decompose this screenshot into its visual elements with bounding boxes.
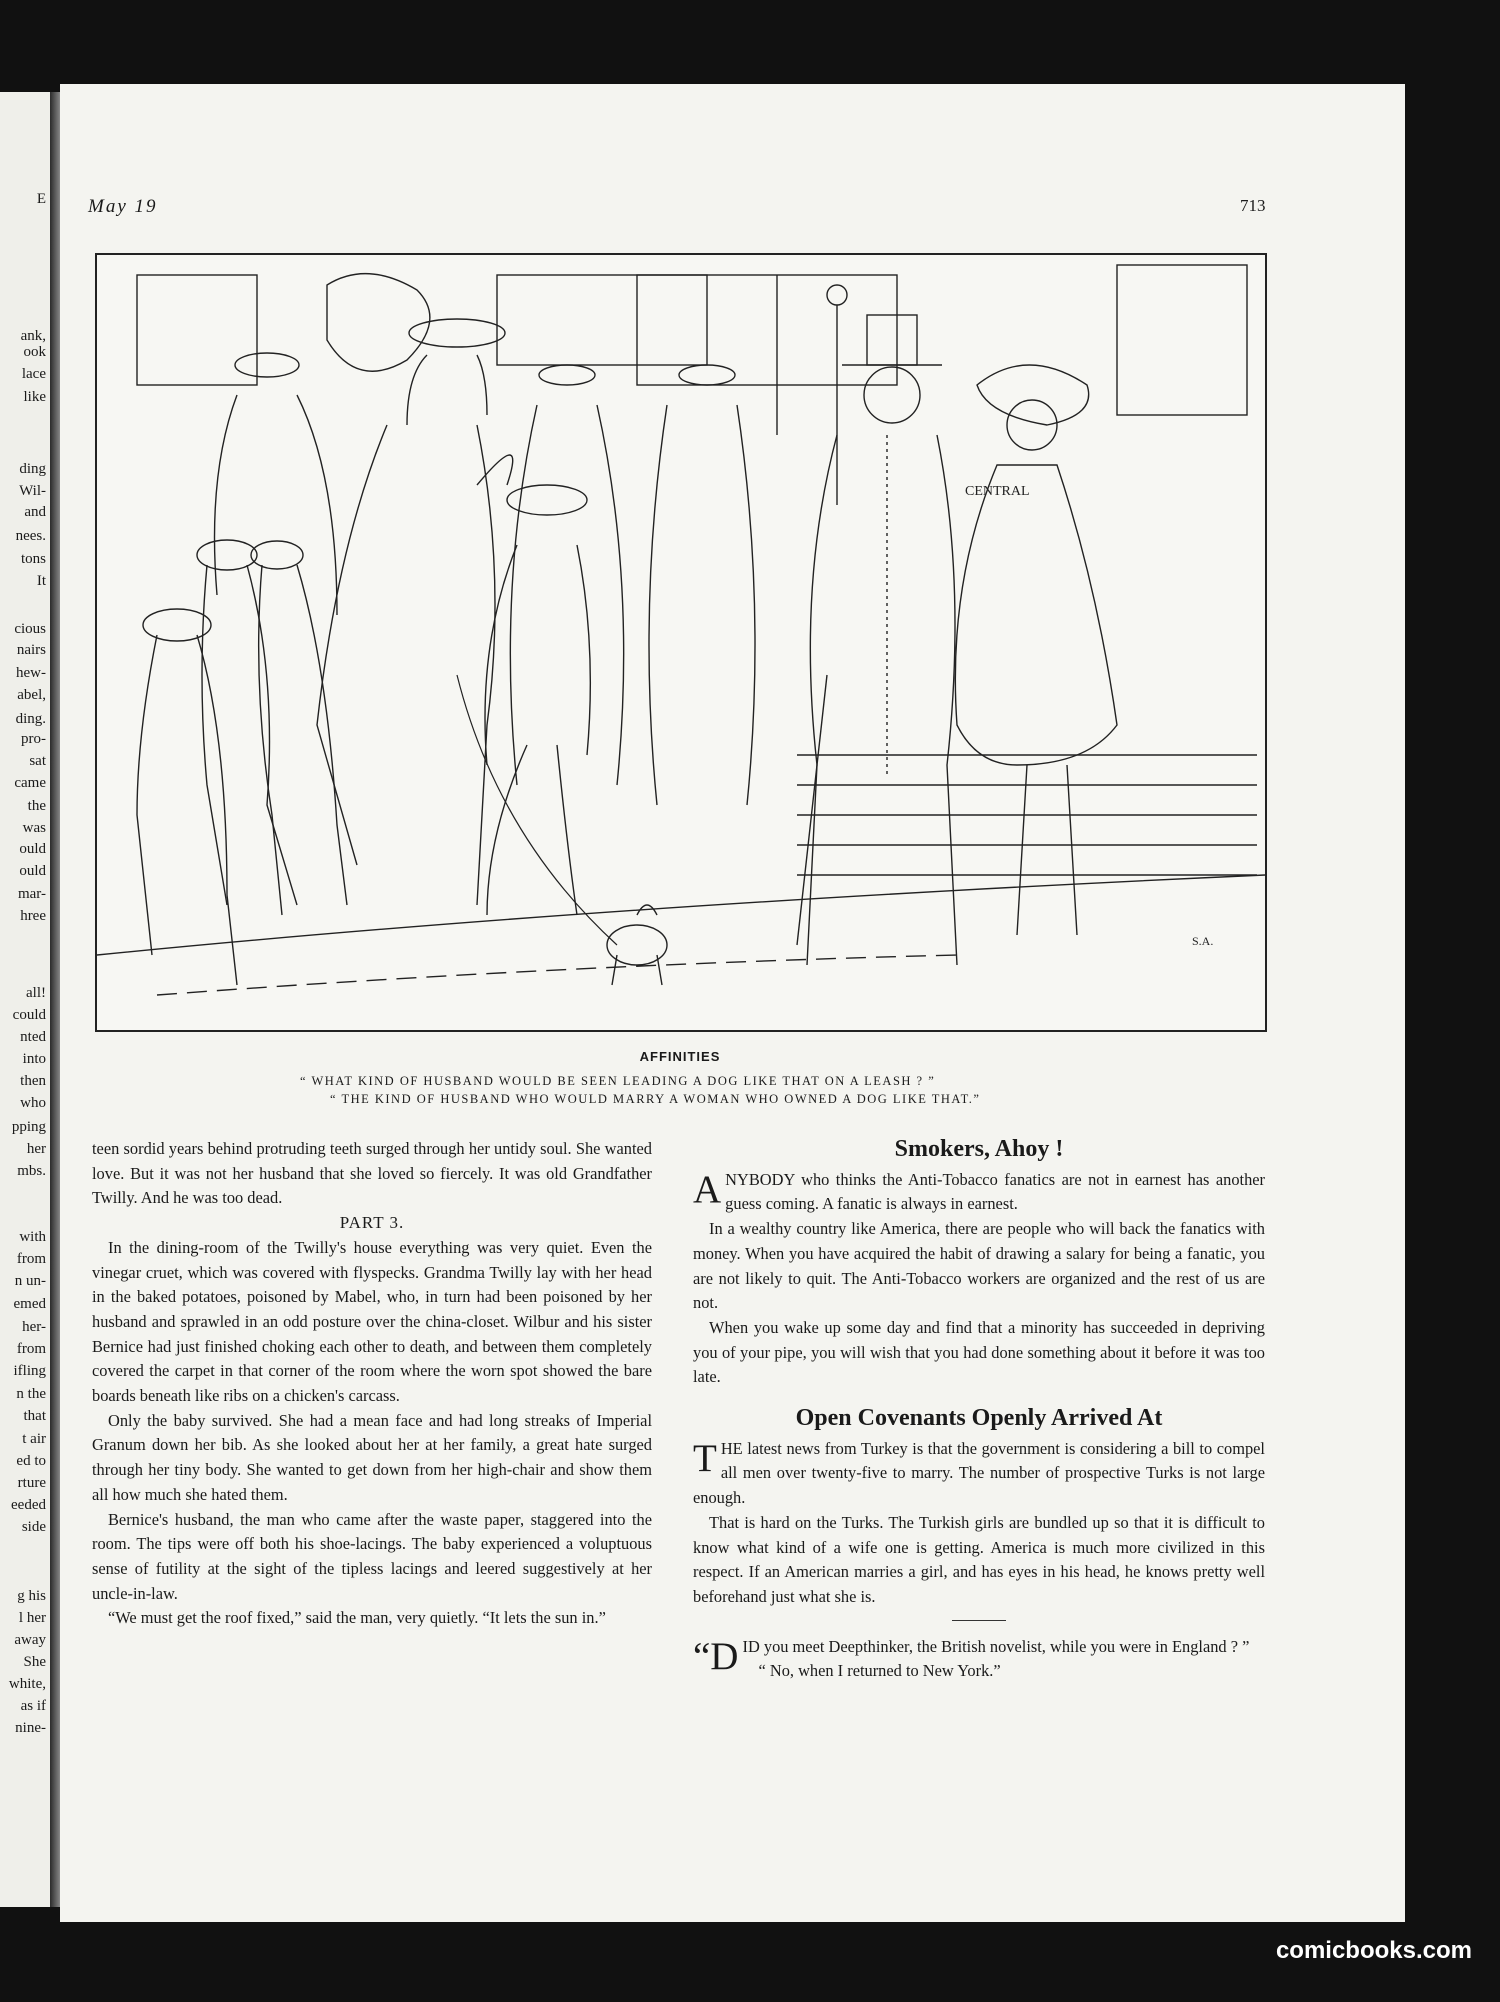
- previous-page-text-fragment: and: [24, 504, 46, 520]
- previous-page-text-fragment: pping: [11, 1119, 46, 1135]
- previous-page-text-fragment: mar-: [17, 886, 46, 902]
- story-paragraph: teen sordid years behind protruding teeth surged through her untidy soul. She wanted love. But it was not her husband that she loved so fiercely. It was old Grandfather Twilly. And he was too dead.: [92, 1139, 652, 1208]
- previous-page-text-fragment: the: [27, 798, 46, 814]
- previous-page-text-fragment: g his: [17, 1588, 46, 1604]
- previous-page-text-fragment: pro-: [21, 731, 46, 747]
- previous-page-text-fragment: ding: [19, 461, 46, 477]
- previous-page-text-fragment: hew-: [16, 665, 46, 681]
- previous-page-text-fragment: n un-: [14, 1273, 46, 1289]
- signpost-text: CENTRAL: [965, 484, 1030, 499]
- drop-cap: “D: [693, 1634, 739, 1678]
- previous-page-text-fragment: nairs: [16, 642, 46, 658]
- joke-text: ID you meet Deepthinker, the British novelist, while you were in England ? ”: [742, 1636, 1250, 1656]
- previous-page-text-fragment: away: [14, 1632, 46, 1648]
- covenants-text: HE latest news from Turkey is that the government is considering a bill to compel all men over twenty-five to marry. The number of prospective Turks is not large enough.: [693, 1438, 1265, 1508]
- previous-page-text-fragment: with: [19, 1229, 46, 1245]
- previous-page-text-fragment: could: [12, 1007, 46, 1023]
- smokers-paragraph: In a wealthy country like America, there are people who will back the fanatics with money. When you have acquired the habit of drawing a salary for being a fanatic, you are not likely to quit. The Anti-Tobacco workers are organized and the rest of us are not.: [693, 1219, 1265, 1313]
- story-paragraph: Only the baby survived. She had a mean face and had long streaks of Imperial Granum down her bib. As she looked about her at her family, a great hate surged through her tiny body. She wanted to get down from her high-chair and show them all how much she hated them.: [92, 1410, 652, 1504]
- previous-page-text-fragment: like: [23, 389, 46, 405]
- previous-page-text-fragment: rture: [17, 1475, 46, 1491]
- smokers-heading: Smokers, Ahoy !: [894, 1136, 1064, 1162]
- previous-page-text-fragment: l her: [18, 1610, 46, 1626]
- previous-page-text-fragment: ould: [19, 863, 46, 879]
- smokers-paragraph: When you wake up some day and find that a minority has succeeded in depriving you of your pipe, you will wish that you had done something about it before it was too late.: [693, 1317, 1265, 1387]
- previous-page-text-fragment: It: [36, 573, 46, 589]
- previous-page-text-fragment: tons: [20, 551, 46, 567]
- covenants-paragraph: [693, 1437, 1265, 1511]
- cartoon-drawing-icon: [97, 255, 1265, 1030]
- previous-page-text-fragment: came: [14, 775, 46, 791]
- previous-page-text-fragment: ook: [23, 344, 46, 360]
- story-paragraph: “We must get the roof fixed,” said the man, very quietly. “It lets the sun in.”: [108, 1608, 606, 1628]
- section-divider: [952, 1620, 1006, 1621]
- previous-page-text-fragment: ifling: [13, 1363, 46, 1379]
- story-paragraph: Bernice's husband, the man who came after the waste paper, staggered into the room. The tips were off both his shoe-lacings. The baby experienced a voluptuous sense of futility at the sight of the tipless lacings and leered suggestively at her uncle-in-law.: [92, 1509, 652, 1603]
- watermark: comicbooks.com: [1275, 1937, 1472, 1964]
- previous-page-text-fragment: as if: [20, 1698, 46, 1714]
- previous-page-text-fragment: emed: [13, 1296, 46, 1312]
- page-date: May 19: [88, 196, 158, 217]
- previous-page-text-fragment: side: [21, 1519, 46, 1535]
- previous-page-text-fragment: hree: [20, 908, 46, 924]
- previous-page-text-fragment: n the: [16, 1386, 46, 1402]
- caption-line-2: “ THE KIND OF HUSBAND WHO WOULD MARRY A WOMAN WHO OWNED A DOG LIKE THAT.”: [330, 1092, 981, 1106]
- previous-page-text-fragment: her-: [22, 1319, 46, 1335]
- previous-page-text-fragment: ould: [19, 841, 46, 857]
- magazine-page: [60, 84, 1405, 1922]
- drop-cap: A: [693, 1167, 722, 1211]
- previous-page-text-fragment: She: [23, 1654, 46, 1670]
- previous-page-text-fragment: sat: [29, 753, 46, 769]
- previous-page-text-fragment: nees.: [15, 528, 46, 544]
- previous-page-text-fragment: all!: [26, 985, 46, 1001]
- previous-page-text-fragment: that: [23, 1408, 46, 1424]
- previous-page-text-fragment: abel,: [17, 687, 46, 703]
- previous-page-text-fragment: mbs.: [17, 1163, 46, 1179]
- smokers-text: NYBODY who thinks the Anti-Tobacco fanatics are not in earnest has another guess coming. A fanatic is always in earnest.: [725, 1169, 1265, 1214]
- caption-line-1: “ WHAT KIND OF HUSBAND WOULD BE SEEN LEADING A DOG LIKE THAT ON A LEASH ? ”: [300, 1074, 936, 1088]
- cartoon-illustration: [95, 253, 1267, 1032]
- previous-page-text-fragment: then: [20, 1073, 46, 1089]
- covenants-paragraph: That is hard on the Turks. The Turkish girls are bundled up so that it is difficult to know what kind of a wife one is getting. America is much more civilized in this respect. If an American marries a girl, and has eyes in his head, he knows pretty well beforehand just what she is.: [693, 1512, 1265, 1606]
- covenants-heading: Open Covenants Openly Arrived At: [795, 1405, 1163, 1432]
- previous-page-text-fragment: ank,: [20, 328, 46, 344]
- previous-page-text-fragment: into: [22, 1051, 46, 1067]
- previous-page-text-fragment: from: [16, 1341, 46, 1357]
- left-column: [92, 1137, 652, 1631]
- previous-page-text-fragment: t air: [22, 1431, 46, 1447]
- previous-page-text-fragment: white,: [8, 1676, 46, 1692]
- previous-page-text-fragment: ding.: [15, 711, 46, 727]
- page-number: 713: [1240, 196, 1266, 215]
- story-paragraph: In the dining-room of the Twilly's house everything was very quiet. Even the vinegar cruet, which was covered with flyspecks. Grandma Twilly lay with her head in the baked potatoes, poisoned by Mabel, who, in turn had been poisoned by her husband and sprawled in an odd posture over the china-closet. Wilbur and his sister Bernice had just finished choking each other to death, and between them completely covered the carpet in that corner of the room where the worn spot showed the bare boards beneath like ribs on a chicken's carcass.: [92, 1237, 652, 1406]
- previous-page-text-fragment: her: [26, 1141, 46, 1157]
- smokers-paragraph: [693, 1168, 1265, 1217]
- previous-page-text-fragment: nine-: [15, 1720, 46, 1736]
- previous-page-text-fragment: Wil-: [19, 483, 46, 499]
- previous-page-text-fragment: was: [22, 820, 46, 836]
- previous-page-text-fragment: cious: [14, 621, 46, 637]
- drop-cap: T: [693, 1436, 717, 1480]
- part-heading: PART 3.: [339, 1213, 405, 1233]
- previous-page-text-fragment: E: [36, 191, 46, 207]
- caption-title: AFFINITIES: [639, 1049, 721, 1064]
- previous-page-strip: [0, 92, 54, 1907]
- artist-signature: S.A.: [1192, 934, 1214, 948]
- previous-page-text-fragment: who: [20, 1095, 46, 1111]
- previous-page-text-fragment: nted: [20, 1029, 46, 1045]
- joke-paragraph: “ No, when I returned to New York.”: [758, 1661, 1001, 1681]
- previous-page-text-fragment: ed to: [16, 1453, 46, 1469]
- right-column: [693, 1137, 1265, 1684]
- previous-page-text-fragment: eeded: [11, 1497, 46, 1513]
- previous-page-text-fragment: lace: [21, 366, 46, 382]
- previous-page-text-fragment: from: [16, 1251, 46, 1267]
